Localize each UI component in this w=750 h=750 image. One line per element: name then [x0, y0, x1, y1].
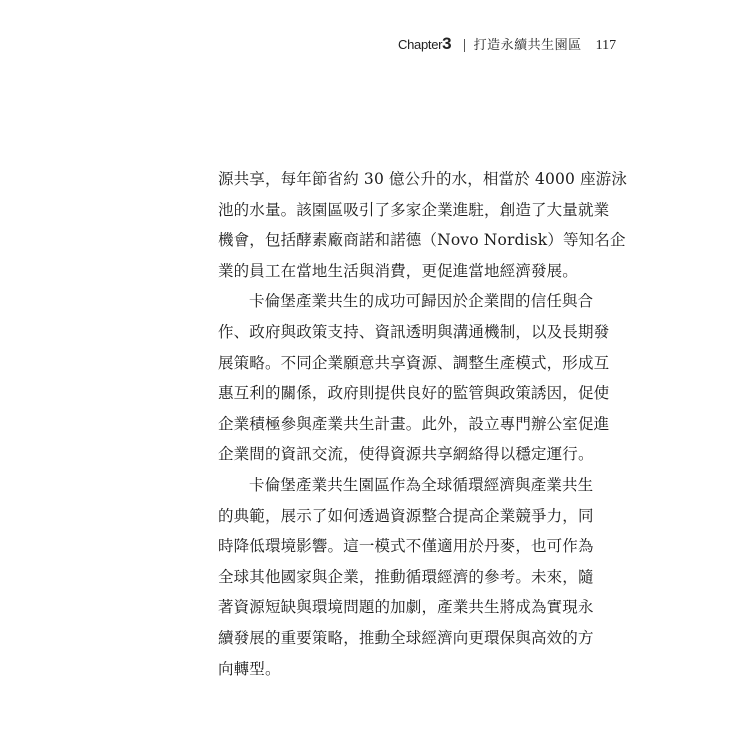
text-line: 企業積極參與產業共生計畫。此外，設立專門辦公室促進 — [218, 414, 610, 433]
text-line: 機會，包括酵素廠商諾和諾德（Novo Nordisk）等知名企 — [218, 231, 626, 250]
body-text — [218, 164, 628, 684]
text-line: 的典範，展示了如何透過資源整合提高企業競爭力，同 — [218, 506, 594, 525]
text-line: 源共享，每年節省約 30 億公升的水，相當於 4000 座游泳 — [218, 170, 628, 188]
running-header — [398, 34, 618, 56]
text-line: 著資源短缺與環境問題的加劇，產業共生將成為實現永 — [218, 598, 594, 617]
text-line: 作、政府與政策支持、資訊透明與溝通機制，以及長期發 — [218, 322, 610, 341]
paragraph-1 — [218, 164, 628, 286]
paragraph-2 — [218, 286, 610, 470]
text-line: 池的水量。該園區吸引了多家企業進駐，創造了大量就業 — [218, 200, 610, 219]
text-line: 卡倫堡產業共生園區作為全球循環經濟與產業共生 — [249, 475, 594, 494]
text-line: 展策略。不同企業願意共享資源、調整生產模式，形成互 — [218, 353, 610, 372]
text-line: 卡倫堡產業共生的成功可歸因於企業間的信任與合 — [249, 292, 594, 311]
text-line: 向轉型。 — [218, 659, 281, 678]
text-line: 業的員工在當地生活與消費，更促進當地經濟發展。 — [218, 261, 578, 280]
header-divider — [464, 39, 465, 52]
text-line: 全球其他國家與企業，推動循環經濟的參考。未來，隨 — [218, 567, 594, 586]
text-line: 續發展的重要策略，推動全球經濟向更環保與高效的方 — [218, 628, 594, 647]
text-line: 惠互利的關係，政府則提供良好的監管與政策誘因，促使 — [218, 384, 610, 403]
text-line: 企業間的資訊交流，使得資源共享網絡得以穩定運行。 — [218, 445, 594, 464]
paragraph-3 — [218, 470, 594, 684]
page-number: 117 — [595, 38, 617, 53]
text-line: 時降低環境影響。這一模式不僅適用於丹麥，也可作為 — [218, 537, 594, 556]
chapter-number: 3 — [442, 34, 452, 53]
chapter-title: 打造永續共生園區 — [473, 38, 582, 53]
chapter-label: Chapter — [398, 37, 443, 52]
